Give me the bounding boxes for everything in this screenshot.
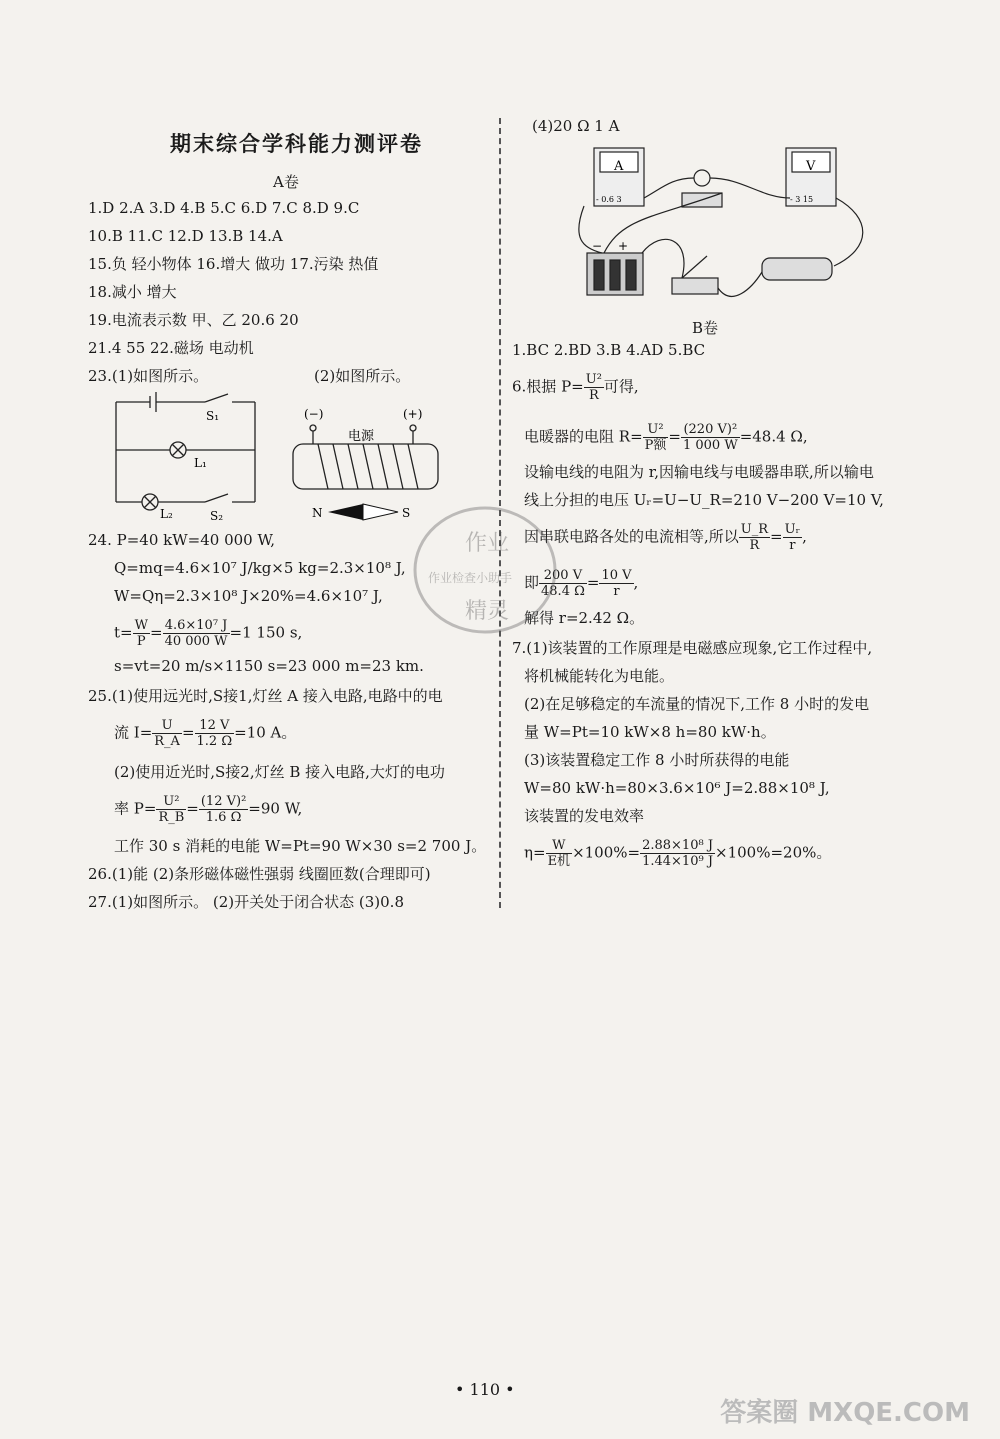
answer-line: 19.电流表示数 甲、乙 20.6 20 bbox=[88, 311, 299, 329]
section-a-heading: A卷 bbox=[273, 173, 299, 191]
b-line: W=80 kW·h=80×3.6×10⁶ J=2.88×10⁸ J, bbox=[524, 779, 830, 797]
q25-line: 流 I= $\frac{U}{R\_A}$ = $\frac{12 V}{1.2 \Omega}$ =10 A。 bbox=[114, 718, 297, 749]
circuit-diagram-1 bbox=[110, 392, 260, 522]
b-line: η= $\frac{W}{\text{E机}}$ ×100%= $\frac{\text{2.88×10⁸ J}}{\text{1.44×10⁹ J}}$ ×100%=20%。 bbox=[524, 838, 832, 869]
answer-line: 21.4 55 22.磁场 电动机 bbox=[88, 339, 254, 357]
b-line: 将机械能转化为电能。 bbox=[524, 667, 675, 685]
q25-line: (2)使用近光时,S接2,灯丝 B 接入电路,大灯的电功 bbox=[114, 763, 445, 781]
b-line: 电暖器的电阻 R= $\frac{\text{U²}}{\text{P额}}$ = $\frac{\text{(220 V)²}}{1 000 W}$ =48.4 Ω, bbox=[524, 422, 808, 453]
b-line: 即 $\frac{200 V}{48.4 \Omega}$ = $\frac{10 V}{r}$ , bbox=[524, 568, 639, 599]
label-neg: (−) bbox=[304, 407, 324, 421]
page-number: • 110 • bbox=[455, 1380, 515, 1399]
label-n: N bbox=[312, 506, 323, 520]
q24-line: 24. P=40 kW=40 000 W, bbox=[88, 531, 276, 549]
meter-v-scale: - 3 15 bbox=[790, 195, 814, 204]
watermark: 答案圈 MXQE.COM bbox=[720, 1398, 970, 1428]
b-line: 因串联电路各处的电流相等,所以 $\frac{U\_R}{R}$ = $\frac{\text{Uᵣ}}{r}$ , bbox=[524, 522, 807, 553]
svg-text:精灵: 精灵 bbox=[465, 599, 510, 624]
needle-s bbox=[363, 504, 398, 520]
label-pos: (+) bbox=[403, 407, 423, 421]
page-title: 期末综合学科能力测评卷 bbox=[170, 132, 423, 156]
answer-line: 10.B 11.C 12.D 13.B 14.A bbox=[88, 227, 283, 245]
q26-line: 26.(1)能 (2)条形磁体磁性强弱 线圈匝数(合理即可) bbox=[88, 865, 431, 883]
battery-pos: + bbox=[618, 239, 629, 253]
b-line: 量 W=Pt=10 kW×8 h=80 kW·h。 bbox=[524, 723, 776, 741]
q25-line: 率 P= $\frac{\text{U²}}{R\_B}$ = $\frac{\text{(12 V)²}}{1.6 \Omega}$ =90 W, bbox=[114, 794, 303, 825]
meter-a-scale: - 0.6 3 bbox=[596, 195, 622, 204]
b-line: (2)在足够稳定的车流量的情况下,工作 8 小时的发电 bbox=[524, 695, 870, 713]
q25-line: 25.(1)使用远光时,S接1,灯丝 A 接入电路,电路中的电 bbox=[88, 687, 443, 705]
needle-n bbox=[328, 504, 363, 520]
b-line: 解得 r=2.42 Ω。 bbox=[524, 609, 645, 627]
answer-line: 1.BC 2.BD 3.B 4.AD 5.BC bbox=[512, 341, 706, 359]
answer-line: 15.负 轻小物体 16.增大 做功 17.污染 热值 bbox=[88, 255, 379, 273]
b-line: 6.根据 P= $\frac{\text{U²}}{R}$ 可得, bbox=[512, 372, 639, 403]
q27-line: 27.(1)如图所示。 (2)开关处于闭合状态 (3)0.8 bbox=[88, 893, 404, 911]
answer-line: (2)如图所示。 bbox=[314, 367, 411, 385]
homework-stamp bbox=[410, 500, 560, 640]
b-line: 设输电线的电阻为 r,因输电线与电暖器串联,所以输电 bbox=[524, 463, 874, 481]
answer-line: (4)20 Ω 1 A bbox=[532, 117, 620, 135]
battery-neg: − bbox=[592, 239, 603, 253]
svg-text:作业检查小助手: 作业检查小助手 bbox=[428, 571, 513, 585]
b-line: 7.(1)该装置的工作原理是电磁感应现象,它工作过程中, bbox=[512, 639, 873, 657]
circuit-apparatus bbox=[572, 138, 912, 308]
q24-line: s=vt=20 m/s×1150 s=23 000 m=23 km. bbox=[114, 657, 424, 675]
answer-line: 18.减小 增大 bbox=[88, 283, 177, 301]
b-line: (3)该装置稳定工作 8 小时所获得的电能 bbox=[524, 751, 790, 769]
label-s: S bbox=[402, 506, 411, 520]
q24-line: W=Qη=2.3×10⁸ J×20%=4.6×10⁷ J, bbox=[114, 587, 383, 605]
meter-a-label: A bbox=[614, 159, 624, 174]
b-line: 线上分担的电压 Uᵣ=U−U_R=210 V−200 V=10 V, bbox=[524, 491, 884, 509]
section-b-heading: B卷 bbox=[692, 319, 719, 337]
label-source: 电源 bbox=[348, 429, 375, 444]
label-s1: S₁ bbox=[206, 409, 220, 423]
label-l2: L₂ bbox=[160, 507, 173, 521]
answer-line: 1.D 2.A 3.D 4.B 5.C 6.D 7.C 8.D 9.C bbox=[88, 199, 360, 217]
meter-v-label: V bbox=[806, 159, 816, 174]
label-s2: S₂ bbox=[210, 509, 224, 522]
label-l1: L₁ bbox=[194, 456, 207, 470]
q25-line: 工作 30 s 消耗的电能 W=Pt=90 W×30 s=2 700 J。 bbox=[114, 837, 487, 855]
answer-line: 23.(1)如图所示。 bbox=[88, 367, 209, 385]
svg-text:作业: 作业 bbox=[465, 531, 510, 556]
q24-line: Q=mq=4.6×10⁷ J/kg×5 kg=2.3×10⁸ J, bbox=[114, 559, 406, 577]
b-line: 该装置的发电效率 bbox=[524, 807, 645, 825]
q24-line: t= $\frac{W}{P}$ = $\frac{\text{4.6×10⁷ J}}{40 000 W}$ =1 150 s, bbox=[114, 618, 303, 649]
